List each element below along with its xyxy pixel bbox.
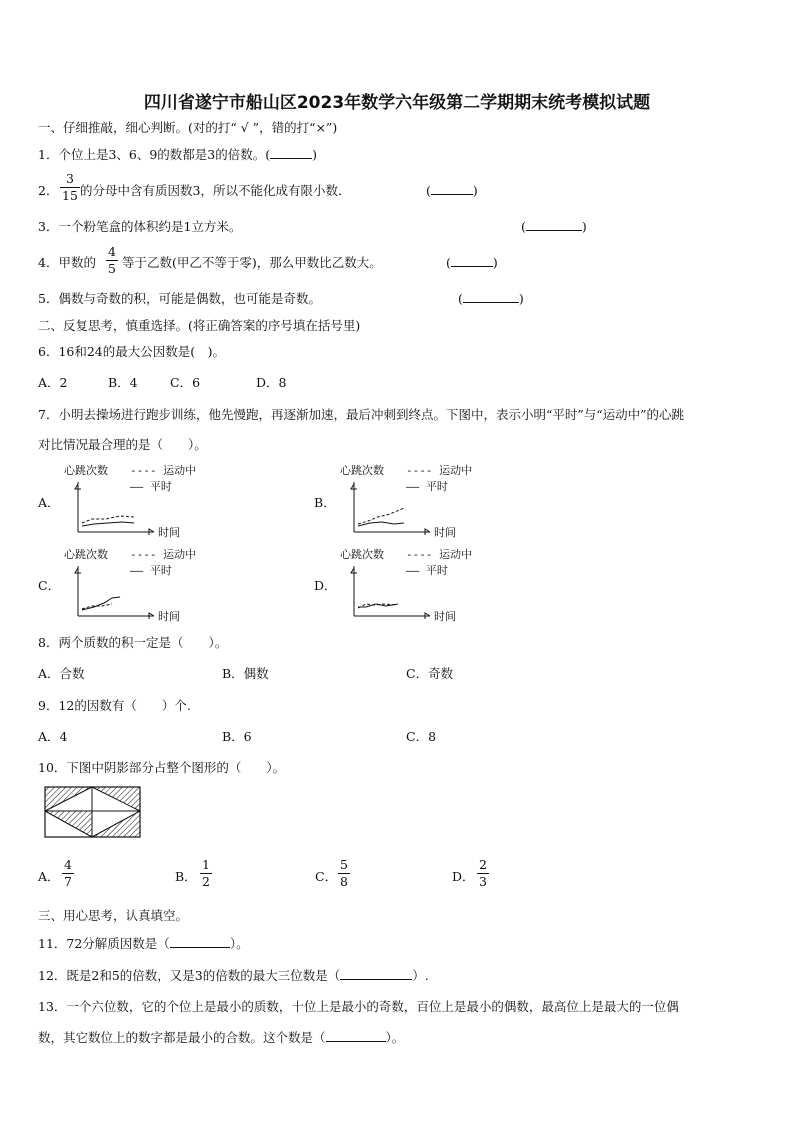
question-2-prefix: 2．: [38, 183, 59, 198]
answer-blank-13[interactable]: [326, 1030, 386, 1042]
graph-legend-dashed: ---- 运动中: [406, 548, 473, 561]
section1-heading: 一、仔细推敲，细心判断。(对的打“ √ ”，错的打“×”): [38, 120, 338, 135]
fraction-3-15: [60, 172, 80, 203]
q10-option-d-fraction: [477, 858, 489, 889]
question-5-answer: [458, 291, 524, 307]
graph-xlabel: 时间: [158, 610, 180, 623]
q10-option-a-label[interactable]: A．: [38, 869, 60, 884]
graph-legend-dashed: ---- 运动中: [130, 464, 197, 477]
fraction-denominator: 8: [340, 874, 348, 889]
q10-option-c-fraction: [338, 858, 350, 889]
question-9-text: 9．12的因数有（ ）个.: [38, 698, 191, 713]
question-2-open: (: [426, 183, 431, 198]
question-6-text: 6．16和24的最大公因数是( )。: [38, 344, 226, 359]
question-4-prefix: 4．甲数的: [38, 255, 96, 270]
fraction-numerator: 4: [64, 857, 72, 872]
normal-line: [358, 522, 404, 526]
question-13-line2: [38, 1030, 404, 1046]
question-12-text: 12．既是2和5的倍数，又是3的倍数的最大三位数是（: [38, 968, 341, 983]
answer-blank-1[interactable]: [270, 147, 312, 159]
fraction-denominator: 5: [108, 261, 116, 276]
question-2-text: 的分母中含有质因数3，所以不能化成有限小数．: [80, 183, 351, 198]
exercise-line: [82, 604, 112, 609]
graph-ylabel: 心跳次数: [64, 464, 108, 477]
fraction-denominator: 2: [202, 874, 210, 889]
q7-graph-d: [334, 546, 494, 626]
q7-option-a-label[interactable]: A．: [38, 495, 60, 510]
q8-option-a[interactable]: A．合数: [38, 666, 85, 681]
question-7-line1: 7．小明去操场进行跑步训练，他先慢跑，再逐渐加速，最后冲刺到终点。下图中，表示小明“平时”与“运动中”的心跳: [38, 407, 685, 422]
answer-blank-12[interactable]: [340, 968, 412, 980]
q7-option-b-label[interactable]: B．: [314, 495, 336, 510]
answer-blank-4[interactable]: [451, 255, 493, 267]
answer-blank-5[interactable]: [463, 291, 519, 303]
q7-option-d-label[interactable]: D．: [314, 578, 337, 593]
question-1: [38, 147, 317, 163]
question-12: [38, 968, 429, 984]
q6-option-d[interactable]: D．8: [256, 375, 287, 390]
normal-line: [82, 597, 120, 610]
q10-option-b-fraction: [200, 858, 212, 889]
q7-option-c-label[interactable]: C．: [38, 578, 61, 593]
normal-line: [82, 522, 134, 526]
section2-heading: 二、反复思考，慎重选择。(将正确答案的序号填在括号里): [38, 318, 361, 333]
fraction-denominator: 15: [62, 188, 78, 203]
graph-ylabel: 心跳次数: [340, 548, 384, 561]
graph-ylabel: 心跳次数: [340, 464, 384, 477]
fraction-numerator: 4: [108, 244, 116, 259]
question-5-text: 5．偶数与奇数的积，可能是偶数，也可能是奇数。: [38, 291, 321, 306]
q6-option-a[interactable]: A．2: [38, 375, 68, 390]
graph-xlabel: 时间: [434, 526, 456, 539]
graph-legend-dashed: ---- 运动中: [406, 464, 473, 477]
graph-legend-solid: —— 平时: [130, 564, 172, 577]
graph-legend-solid: —— 平时: [406, 480, 448, 493]
q6-option-c[interactable]: C．6: [170, 375, 201, 390]
question-4-open: (: [446, 255, 451, 270]
q9-option-c[interactable]: C．8: [406, 729, 437, 744]
question-4-answer: [446, 255, 498, 271]
question-3-answer: [521, 219, 587, 235]
section3-heading: 三、用心思考，认真填空。: [38, 908, 189, 923]
fraction-denominator: 3: [479, 874, 487, 889]
fraction-numerator: 3: [65, 171, 74, 186]
answer-blank-3[interactable]: [526, 219, 582, 231]
fraction-numerator: 5: [340, 857, 348, 872]
question-4-text: 等于乙数(甲乙不等于零)，那么甲数比乙数大。: [122, 255, 382, 270]
fraction-numerator: 1: [202, 857, 210, 872]
question-13-line1: 13．一个六位数，它的个位上是最小的质数，十位上是最小的奇数，百位上是最小的偶数，最高位上是最大的一位偶: [38, 999, 679, 1014]
fraction-numerator: 2: [479, 857, 487, 872]
question-13-text: 数，其它数位上的数字都是最小的合数。这个数是（: [38, 1030, 326, 1045]
question-1-text: 1．个位上是3、6、9的数都是3的倍数。(: [38, 147, 271, 162]
question-10-text: 10．下图中阴影部分占整个图形的（ ）。: [38, 760, 286, 775]
question-7-line2: 对比情况最合理的是（ ）。: [38, 437, 207, 452]
question-2-close: ): [472, 183, 478, 198]
graph-xlabel: 时间: [158, 526, 180, 539]
q10-option-d-label[interactable]: D．: [452, 869, 475, 884]
q9-option-b[interactable]: B．6: [222, 729, 252, 744]
question-12-close: ）.: [412, 968, 429, 983]
q9-option-a[interactable]: A．4: [38, 729, 68, 744]
q6-option-b[interactable]: B．4: [108, 375, 138, 390]
graph-legend-dashed: ---- 运动中: [130, 548, 197, 561]
graph-legend-solid: —— 平时: [406, 564, 448, 577]
fraction-4-5: [106, 245, 118, 276]
q10-option-b-label[interactable]: B．: [175, 869, 197, 884]
question-3-open: (: [521, 219, 526, 234]
question-8-text: 8．两个质数的积一定是（ ）。: [38, 635, 228, 650]
q8-option-b[interactable]: B．偶数: [222, 666, 269, 681]
question-11: [38, 936, 249, 952]
q7-graph-b: [334, 462, 494, 542]
question-5-close: ): [518, 291, 524, 306]
question-11-text: 11．72分解质因数是（: [38, 936, 170, 951]
fraction-denominator: 7: [64, 874, 72, 889]
question-13-close: ）。: [385, 1030, 405, 1045]
question-11-close: ）。: [229, 936, 249, 951]
question-5-open: (: [458, 291, 463, 306]
question-3-close: ): [581, 219, 587, 234]
answer-blank-11[interactable]: [170, 936, 230, 948]
q8-option-c[interactable]: C．奇数: [406, 666, 454, 681]
question-2-answer: [426, 183, 478, 199]
answer-blank-2[interactable]: [431, 183, 473, 195]
graph-xlabel: 时间: [434, 610, 456, 623]
page-title: 四川省遂宁市船山区2023年数学六年级第二学期期末统考模拟试题: [143, 93, 651, 113]
graph-ylabel: 心跳次数: [64, 548, 108, 561]
question-1-close: ): [312, 147, 318, 162]
q7-graph-a: [58, 462, 218, 542]
q10-shaded-figure: [44, 786, 142, 838]
question-3-text: 3．一个粉笔盒的体积约是1立方米。: [38, 219, 242, 234]
q7-graph-c: [58, 546, 218, 626]
q10-option-c-label[interactable]: C．: [315, 869, 338, 884]
question-4-close: ): [492, 255, 498, 270]
graph-legend-solid: —— 平时: [130, 480, 172, 493]
q10-option-a-fraction: [62, 858, 74, 889]
